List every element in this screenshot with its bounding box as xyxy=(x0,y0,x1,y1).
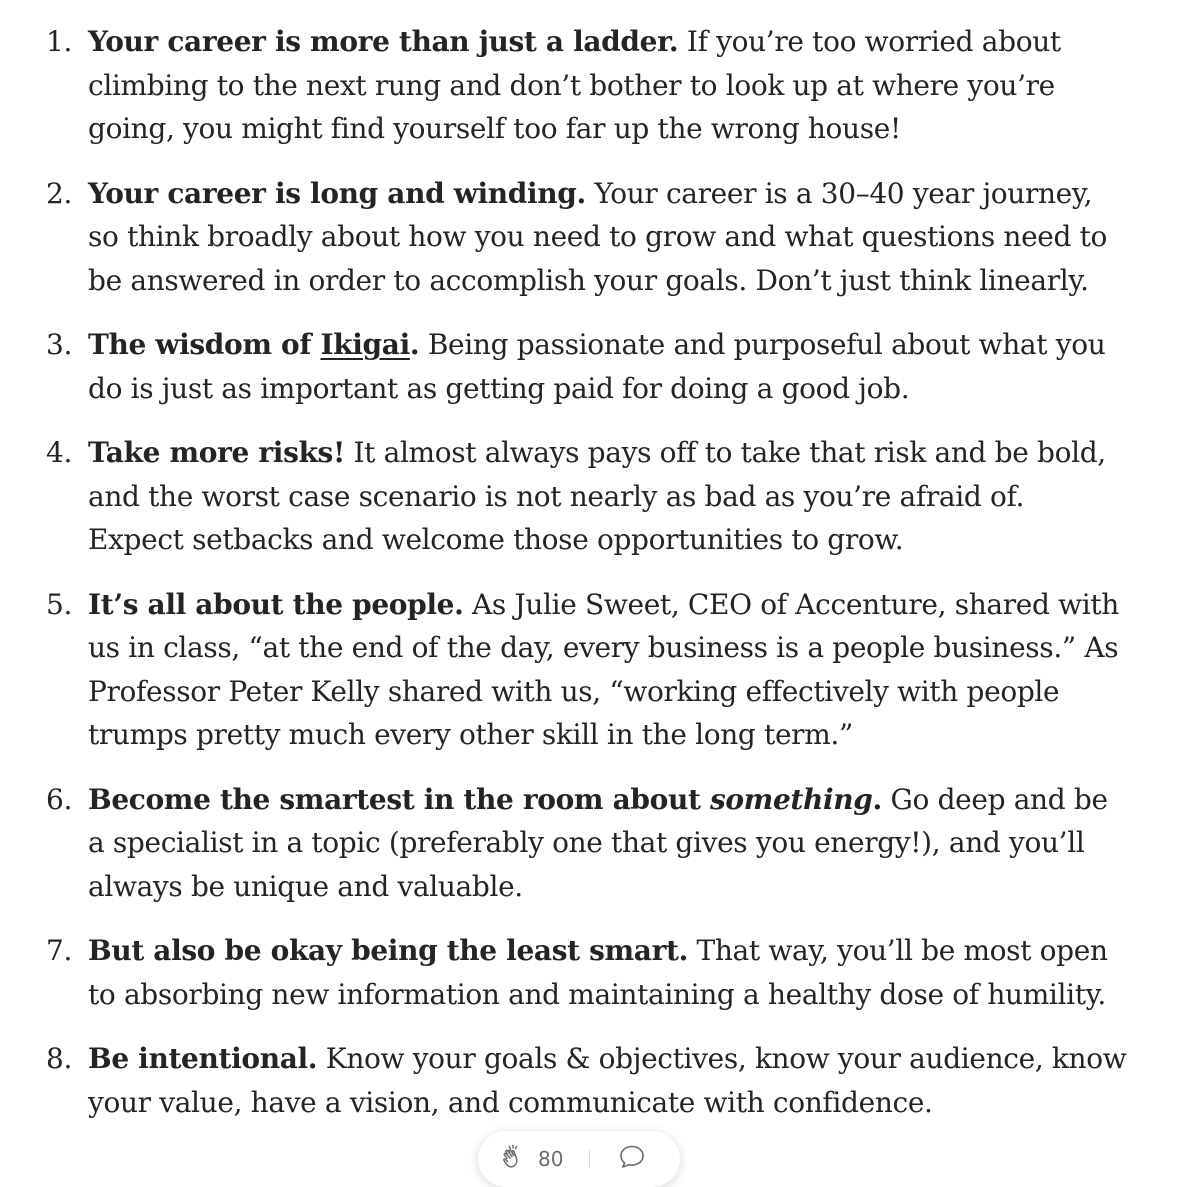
floating-action-bar xyxy=(478,1131,680,1187)
item-lead: But also be okay being the least smart. xyxy=(88,934,688,967)
list-item xyxy=(0,778,1200,909)
list-number: 3. xyxy=(46,328,73,361)
list-number: 6. xyxy=(46,782,73,816)
takeaways-list xyxy=(0,20,1200,1124)
article-body xyxy=(0,20,1200,1145)
item-text: Know your goals & objectives, know your audience, know your value, have a vision, and communicate with confidence. xyxy=(88,1042,1127,1119)
item-text: Being passionate and purposeful about what you do is just as important as getting paid for doing a good job. xyxy=(88,328,1106,405)
clap-button[interactable] xyxy=(500,1143,563,1175)
item-lead-prefix: The wisdom of xyxy=(88,328,321,361)
item-lead-suffix: . xyxy=(872,782,882,816)
item-lead: Your career is more than just a ladder. xyxy=(88,25,679,58)
list-item xyxy=(0,323,1200,410)
list-number: 4. xyxy=(46,436,73,469)
ikigai-link[interactable]: Ikigai xyxy=(320,328,410,361)
list-number: 2. xyxy=(46,176,73,210)
item-lead-suffix: . xyxy=(409,328,420,361)
item-text: Your career is a 30–40 year journey, so think broadly about how you need to grow and what questions need to be answered in order to accomplish your goals. Don’t just think linearly. xyxy=(88,176,1108,297)
clap-count: 80 xyxy=(538,1147,564,1171)
list-number: 7. xyxy=(46,934,73,967)
clap-icon xyxy=(500,1143,528,1175)
item-lead: Take more risks! xyxy=(88,436,345,469)
item-lead-prefix: Become the smartest in the room about xyxy=(88,782,710,816)
responses-button[interactable] xyxy=(616,1142,648,1176)
list-item xyxy=(0,172,1200,303)
item-lead: Be intentional. xyxy=(88,1042,318,1075)
list-item xyxy=(0,20,1200,151)
item-lead xyxy=(88,328,419,361)
list-item xyxy=(0,431,1200,562)
item-lead xyxy=(88,783,882,816)
item-text: Go deep and be a specialist in a topic (preferably one that gives you energy!), and you’ll always be unique and valuable. xyxy=(88,782,1108,903)
divider xyxy=(589,1150,590,1168)
list-item xyxy=(0,929,1200,1016)
item-lead: It’s all about the people. xyxy=(88,587,464,621)
list-number: 5. xyxy=(46,587,73,621)
list-item xyxy=(0,583,1200,757)
list-number: 8. xyxy=(46,1042,73,1075)
item-text: That way, you’ll be most open to absorbing new information and maintaining a healthy dose of humility. xyxy=(88,934,1108,1011)
list-number: 1. xyxy=(46,25,73,58)
list-item xyxy=(0,1037,1200,1124)
item-text: It almost always pays off to take that risk and be bold, and the worst case scenario is not nearly as bad as you’re afraid of. Expect setbacks and welcome those opportunities to grow. xyxy=(88,436,1106,556)
item-lead-emphasis: something xyxy=(709,782,873,816)
item-lead: Your career is long and winding. xyxy=(88,176,586,210)
speech-bubble-icon xyxy=(616,1142,648,1176)
item-text: As Julie Sweet, CEO of Accenture, shared with us in class, “at the end of the day, every business is a people business.” As Professor Peter Kelly shared with us, “working effectively with people trumps pretty much every other skill in the long term.” xyxy=(88,587,1119,751)
item-text: If you’re too worried about climbing to the next rung and don’t bother to look up at where you’re going, you might find yourself too far up the wrong house! xyxy=(88,25,1061,145)
